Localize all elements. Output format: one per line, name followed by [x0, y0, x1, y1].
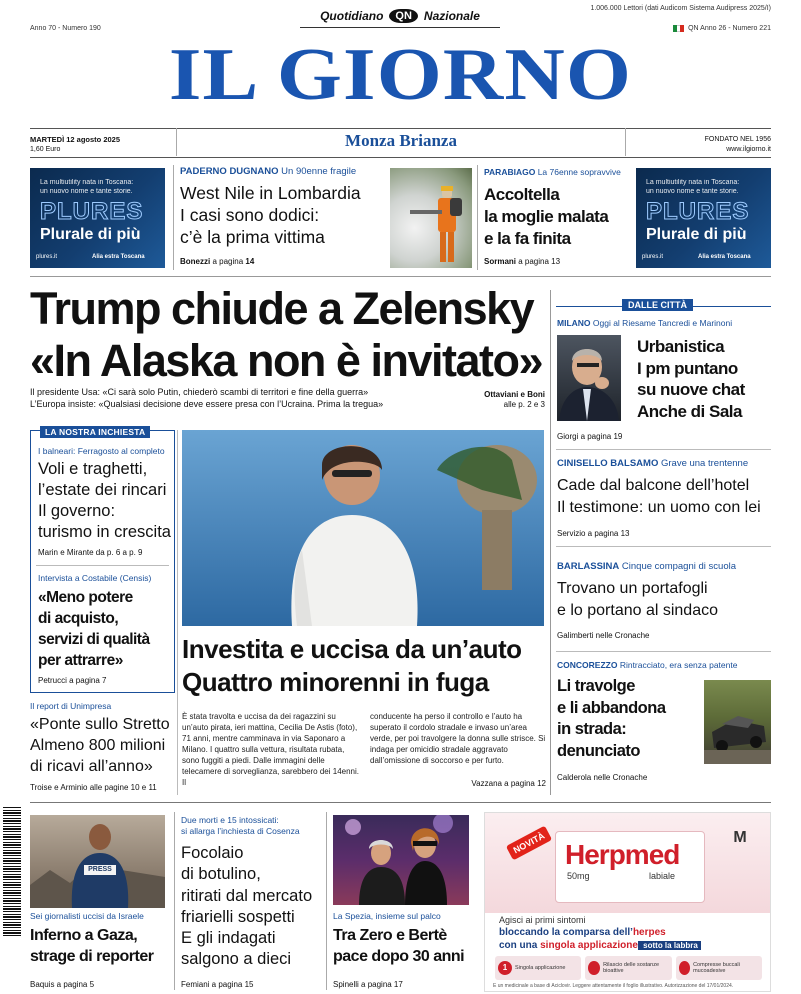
ad-line2: un nuovo nome e tante storie. — [646, 188, 739, 195]
city-byline: Calderola nelle Cronache — [557, 773, 648, 782]
lead-headline-line2: «In Alaska non è invitato» — [30, 335, 542, 386]
qn-logo: QN — [389, 9, 418, 23]
headline-line: friarielli sospetti — [181, 907, 295, 926]
icon-card — [495, 956, 581, 980]
herpmed-sub: labiale — [649, 871, 676, 881]
kicker-place: PADERNO DUGNANO — [180, 166, 279, 177]
tablet-icon — [679, 961, 690, 975]
release-icon — [588, 961, 600, 975]
lead-sub-line: Il presidente Usa: «Ci sarà solo Putin, chiederò scambi di territori e fine della guerra» — [30, 387, 369, 397]
city-kicker — [557, 317, 771, 329]
icon-card — [676, 956, 762, 980]
headline-line: Il testimone: un uomo con lei — [557, 498, 761, 516]
line2-highlight: herpes — [632, 927, 666, 938]
founded-note: FONDATO NEL 1956 — [704, 136, 771, 143]
headline-line: l’estate dei rincari — [38, 481, 167, 499]
headline-line: Li travolge — [557, 677, 635, 695]
ad-partners: Alia estra Toscana — [92, 254, 145, 260]
headline-line: West Nile in Lombardia — [180, 183, 361, 203]
headline-line: su nuove chat — [637, 380, 745, 399]
lead-authors: Ottaviani e Boni — [484, 390, 545, 399]
botulino-kicker — [181, 815, 300, 837]
story-byline — [484, 257, 560, 267]
herpmed-line3 — [499, 940, 701, 951]
ad-brand: PLURES — [40, 198, 144, 225]
headline-line: di ricavi all’anno» — [30, 758, 153, 775]
issue-date: MARTEDÌ 12 agosto 2025 — [30, 135, 121, 144]
menarini-logo-icon: M — [733, 829, 747, 846]
city-headline[interactable] — [557, 475, 772, 518]
byline-page: a pagina 13 — [516, 257, 561, 266]
spezia-headline[interactable] — [333, 925, 478, 967]
headline-line: di acquisto, — [38, 610, 119, 627]
kicker-line: si allarga l’inchiesta di Cosenza — [181, 826, 300, 836]
headline-line: ritirati dal mercato — [181, 886, 313, 905]
interview-headline[interactable] — [38, 587, 173, 671]
city-headline[interactable] — [637, 336, 773, 422]
issue-number-left: Anno 70 - Numero 190 — [30, 25, 101, 32]
headline-line: Quattro minorenni in fuga — [182, 667, 489, 697]
victim-photo — [182, 430, 544, 626]
headline-line: Voli e traghetti, — [38, 460, 148, 478]
icon-label: Singola applicazione — [515, 964, 566, 971]
story-headline[interactable] — [180, 182, 390, 248]
headline-line: Trovano un portafogli — [557, 580, 708, 597]
headline-line: strage di reporter — [30, 948, 154, 965]
kicker-place: PARABIAGO — [484, 167, 536, 177]
inchiesta-byline: Marin e Mirante da p. 6 a p. 9 — [38, 548, 143, 557]
plures-ad-right[interactable] — [636, 168, 771, 268]
icon-label: Rilascio delle sostanze bioattive — [603, 961, 660, 974]
byline-author: Bonezzi — [180, 257, 211, 266]
byline-author: Sormani — [484, 257, 517, 266]
kicker-text: Un 90enne fragile — [278, 166, 357, 177]
ad-partners: Alia estra Toscana — [698, 254, 751, 260]
unimpresa-kicker: Il report di Unimpresa — [30, 701, 112, 711]
city-kicker — [557, 659, 737, 671]
ad-line1: La multiutility nata in Toscana: — [40, 179, 134, 186]
headline-line: Tra Zero e Bertè — [333, 927, 447, 944]
line3-text: con una — [499, 940, 541, 951]
center-byline: Vazzana a pagina 12 — [471, 779, 546, 788]
headline-line: Inferno a Gaza, — [30, 927, 138, 944]
citta-label: DALLE CITTÀ — [622, 299, 693, 311]
herpmed-icons — [495, 956, 762, 980]
headline-line: «Meno potere — [38, 589, 133, 606]
issue-price: 1,60 Euro — [30, 146, 61, 153]
herpmed-line2 — [499, 927, 666, 938]
lead-pages: alle p. 2 e 3 — [503, 400, 545, 409]
story-byline — [180, 257, 254, 267]
icon-card — [585, 956, 671, 980]
city-headline[interactable] — [557, 578, 772, 622]
mosquito-fogging-photo — [390, 168, 472, 268]
city-kicker — [557, 458, 748, 470]
line3-highlight: singola applicazione — [540, 940, 638, 951]
headline-line: Focolaio — [181, 844, 244, 862]
headline-line: la moglie malata — [484, 207, 609, 226]
kicker-text: Cinque compagni di scuola — [619, 561, 736, 572]
kicker-text: Grave una trentenne — [658, 458, 749, 469]
headline-line: per attrarre» — [38, 652, 123, 669]
headline-line: E gli indagati — [181, 929, 276, 948]
headline-line: salgono a dieci — [181, 950, 292, 969]
headline-line: «Ponte sullo Stretto — [30, 716, 170, 733]
headline-line: Anche di Sala — [637, 401, 742, 421]
lead-byline — [475, 390, 545, 410]
city-byline: Giorgi a pagina 19 — [557, 432, 623, 441]
kicker-text: La 76enne sopravvive — [535, 167, 621, 177]
gaza-headline[interactable] — [30, 925, 180, 967]
headline-line: in strada: — [557, 720, 627, 738]
edition-name: Monza Brianza — [345, 131, 457, 150]
lead-subhead — [30, 386, 470, 410]
lead-headline[interactable] — [30, 283, 550, 387]
kicker-place: CINISELLO BALSAMO — [557, 458, 659, 469]
headline-line: Accoltella — [484, 185, 560, 204]
headline-line: Urbanistica — [637, 337, 725, 356]
kicker-place: CONCOREZZO — [557, 660, 618, 670]
ad-line2: un nuovo nome e tante storie. — [40, 188, 133, 195]
lead-headline-line1: Trump chiude a Zelensky — [30, 283, 534, 334]
kicker-place: MILANO — [557, 318, 591, 328]
ad-tagline: Plurale di più — [40, 226, 141, 243]
headline-line: Il governo: — [38, 502, 116, 520]
ad-brand: PLURES — [646, 198, 750, 225]
botulino-headline[interactable] — [181, 843, 326, 971]
qn-issue-text: QN Anno 26 - Numero 221 — [688, 25, 771, 32]
ad-line1: La multiutility nata in Toscana: — [646, 179, 740, 186]
headline-line: Investita e uccisa da un’auto — [182, 634, 522, 664]
center-headline[interactable] — [182, 633, 547, 699]
lead-sub-line: L’Europa insiste: «Qualsiasi decisione deve essere presa con l’Ucraina. Prima la tregua» — [30, 399, 384, 409]
spezia-byline: Spinelli a pagina 17 — [333, 980, 403, 989]
herpmed-disclaimer: È un medicinale a base di Aciclovir. Leggere attentamente il foglio illustrativo. Autorizzazione del 17/01/2024. — [493, 983, 734, 989]
kicker-text: Rintracciato, era senza patente — [617, 660, 738, 670]
nazionale-label: Nazionale — [423, 9, 480, 23]
city-byline: Servizio a pagina 13 — [557, 529, 630, 538]
italian-flag-icon — [673, 25, 684, 32]
spezia-kicker: La Spezia, insieme sul palco — [333, 911, 441, 921]
kicker-place: BARLASSINA — [557, 561, 620, 572]
headline-line: di botulino, — [181, 865, 261, 884]
quotidiano-label: Quotidiano — [320, 9, 384, 23]
herpmed-ad[interactable] — [484, 812, 771, 992]
ad-url: plures.it — [36, 254, 58, 260]
herpmed-line1: Agisci ai primi sintomi — [499, 915, 586, 925]
center-body-col1: È stata travolta e uccisa da dei ragazzini su un’auto pirata, ieri mattina, Cecilia De Astis (foto), 71 anni, mentre camminava in via Saponaro a Milano. I quattro sulla vettura, risultata rubata, sono fuggiti a piedi. Dalle immagini delle telecamere di sorveglianza, sarebbero dei 14enni. Il — [182, 712, 359, 787]
interview-byline: Petrucci a pagina 7 — [38, 676, 107, 685]
unimpresa-headline[interactable] — [30, 714, 175, 777]
headline-line: Almeno 800 milioni — [30, 737, 166, 754]
plures-ad-left[interactable] — [30, 168, 165, 268]
gaza-byline: Baquis a pagina 5 — [30, 980, 95, 989]
unimpresa-byline: Troise e Arminio alle pagine 10 e 11 — [30, 783, 157, 792]
story-kicker — [180, 166, 380, 178]
newspaper-title: IL GIORNO — [168, 34, 633, 116]
city-byline: Galimberti nelle Cronache — [557, 631, 650, 640]
headline-line: e la fa finita — [484, 229, 571, 248]
issue-number-right — [673, 24, 771, 33]
gaza-kicker: Sei giornalisti uccisi da Israele — [30, 911, 144, 921]
press-label: PRESS — [88, 866, 112, 873]
city-headline[interactable] — [557, 676, 697, 762]
kicker-text: Oggi al Riesame Tancredi e Marinoni — [590, 318, 733, 328]
gaza-photo — [30, 815, 165, 908]
sala-photo — [557, 335, 621, 421]
herpmed-dose: 50mg — [567, 871, 590, 881]
story-kicker — [484, 166, 634, 178]
headline-line: Cade dal balcone dell’hotel — [557, 477, 750, 494]
headline-line: I casi sono dodici: — [180, 205, 320, 225]
city-kicker — [557, 561, 736, 573]
botulino-byline: Femiani a pagina 15 — [181, 980, 254, 989]
line2-text: bloccando la comparsa dell’ — [499, 927, 633, 938]
inchiesta-headline[interactable] — [38, 459, 173, 543]
number-one-icon: 1 — [498, 961, 512, 975]
barcode — [3, 806, 21, 936]
headline-line: servizi di qualità — [38, 631, 150, 648]
herpmed-brand: Herpmed — [565, 839, 680, 870]
headline-line: e li abbandona — [557, 698, 666, 717]
novita-badge: NOVITÀ — [506, 826, 552, 861]
crash-photo — [704, 680, 771, 764]
inchiesta-label: LA NOSTRA INCHIESTA — [40, 426, 150, 438]
headline-line: c’è la prima vittima — [180, 227, 325, 247]
line3-badge: sotto la labbra — [638, 941, 701, 950]
readers-note: 1.006.000 Lettori (dati Audicom Sistema Audipress 2025/I) — [590, 5, 771, 12]
byline-page: a pagina 14 — [210, 257, 255, 266]
interview-kicker: Intervista a Costabile (Censis) — [38, 573, 152, 583]
zero-berte-photo — [333, 815, 469, 905]
inchiesta-kicker: I balneari: Ferragosto al completo — [38, 446, 165, 456]
center-body-col2: conducente ha perso il controllo e l’auto ha superato il cordolo stradale e invaso un’area verde, per poi travolgere la donna sulle strisce. Si indaga per omicidio stradale aggravato dall’omissione di soccorso e per furto. — [370, 712, 546, 765]
ad-url: plures.it — [642, 254, 664, 260]
headline-line: pace dopo 30 anni — [333, 948, 465, 965]
headline-line: turismo in crescita — [38, 523, 171, 541]
kicker-line: Due morti e 15 intossicati: — [181, 815, 279, 825]
qn-header — [300, 6, 500, 26]
ad-tagline: Plurale di più — [646, 226, 747, 243]
story-headline[interactable] — [484, 184, 632, 250]
website-url: www.ilgiorno.it — [726, 146, 771, 153]
headline-line: denunciato — [557, 741, 641, 760]
headline-line: e lo portano al sindaco — [557, 602, 718, 619]
byline-page-number: 14 — [245, 257, 255, 266]
icon-label: Compresse buccali mucoadesive — [693, 961, 740, 974]
headline-line: I pm puntano — [637, 358, 738, 378]
